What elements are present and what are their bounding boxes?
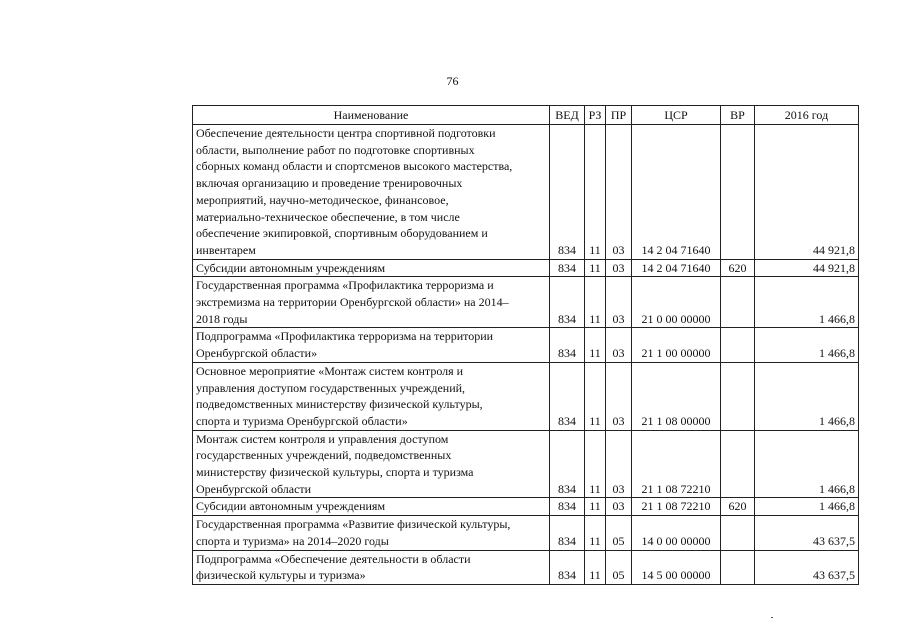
row-name [193, 430, 550, 498]
row-name-line: Основное мероприятие «Монтаж систем контроля и [196, 363, 464, 378]
header-pr: ПР [606, 106, 632, 125]
row-rz: 11 [585, 362, 606, 430]
row-csr: 14 0 00 00000 [632, 516, 721, 550]
row-pr: 05 [606, 516, 632, 550]
row-name [193, 362, 550, 430]
row-ved: 834 [550, 498, 585, 516]
header-year: 2016 год [755, 106, 859, 125]
table-row [193, 328, 859, 362]
row-amount: 1 466,8 [755, 328, 859, 362]
table-header-row [193, 106, 859, 125]
row-pr: 03 [606, 259, 632, 277]
row-vr: 620 [721, 498, 755, 516]
row-amount: 44 921,8 [755, 259, 859, 277]
row-amount: 43 637,5 [755, 516, 859, 550]
row-vr [721, 430, 755, 498]
row-name-line: Обеспечение деятельности центра спортивной подготовки [196, 126, 496, 140]
row-name-line: Субсидии автономным учреждениям [196, 499, 386, 514]
table-row [193, 277, 859, 328]
row-rz: 11 [585, 328, 606, 362]
row-ved: 834 [550, 125, 585, 260]
row-name-line: области, выполнение работ по подготовке спортивных [196, 142, 475, 157]
row-csr: 14 5 00 00000 [632, 550, 721, 584]
row-name-line: 2018 годы [196, 311, 248, 326]
row-vr [721, 125, 755, 260]
row-csr: 21 1 08 00000 [632, 362, 721, 430]
row-csr: 21 1 00 00000 [632, 328, 721, 362]
scan-mark [771, 617, 773, 618]
row-name [193, 498, 550, 516]
row-pr: 03 [606, 328, 632, 362]
row-amount: 43 637,5 [755, 550, 859, 584]
row-pr: 03 [606, 430, 632, 498]
table-row [193, 259, 859, 277]
row-name [193, 259, 550, 277]
header-ved: ВЕД [550, 106, 585, 125]
row-name [193, 125, 550, 260]
row-name [193, 328, 550, 362]
row-name-line: Субсидии автономным учреждениям [196, 260, 386, 275]
row-ved: 834 [550, 277, 585, 328]
row-vr [721, 362, 755, 430]
row-name-line: Государственная программа «Развитие физической культуры, [196, 517, 511, 532]
row-rz: 11 [585, 430, 606, 498]
row-pr: 03 [606, 498, 632, 516]
row-name-line: спорта и туризма Оренбургской области» [196, 413, 408, 428]
header-rz: РЗ [585, 106, 606, 125]
row-amount: 1 466,8 [755, 498, 859, 516]
row-rz: 11 [585, 125, 606, 260]
header-name: Наименование [193, 106, 550, 125]
table-row [193, 430, 859, 498]
row-name-line: государственных учреждений, подведомственных [196, 448, 452, 463]
row-ved: 834 [550, 516, 585, 550]
row-csr: 14 2 04 71640 [632, 125, 721, 260]
row-name-line: обеспечение экипировкой, спортивным оборудованием и [196, 226, 488, 241]
row-pr: 03 [606, 125, 632, 260]
row-name-line: инвентарем [196, 242, 256, 257]
row-rz: 11 [585, 277, 606, 328]
row-ved: 834 [550, 259, 585, 277]
table-row [193, 550, 859, 584]
row-name-line: экстремизма на территории Оренбургской области» на 2014– [196, 295, 509, 310]
row-rz: 11 [585, 498, 606, 516]
row-name-line: Государственная программа «Профилактика терроризма и [196, 278, 494, 293]
row-vr [721, 550, 755, 584]
row-name-line: подведомственных министерству физической культуры, [196, 397, 483, 412]
row-csr: 14 2 04 71640 [632, 259, 721, 277]
row-csr: 21 1 08 72210 [632, 430, 721, 498]
row-ved: 834 [550, 362, 585, 430]
row-pr: 03 [606, 277, 632, 328]
header-csr: ЦСР [632, 106, 721, 125]
row-name-line: спорта и туризма» на 2014–2020 годы [196, 533, 389, 548]
row-vr: 620 [721, 259, 755, 277]
table-row [193, 516, 859, 550]
budget-table [192, 105, 859, 585]
row-vr [721, 328, 755, 362]
row-csr: 21 0 00 00000 [632, 277, 721, 328]
row-name [193, 516, 550, 550]
row-name-line: включая организацию и проведение тренировочных [196, 176, 463, 191]
row-name-line: мероприятий, научно-методическое, финансовое, [196, 192, 449, 207]
table-row [193, 362, 859, 430]
row-ved: 834 [550, 430, 585, 498]
row-csr: 21 1 08 72210 [632, 498, 721, 516]
row-rz: 11 [585, 516, 606, 550]
row-name-line: Оренбургской области» [196, 346, 318, 361]
page-number: 76 [446, 74, 459, 88]
row-pr: 05 [606, 550, 632, 584]
row-pr: 03 [606, 362, 632, 430]
row-name-line: Подпрограмма «Профилактика терроризма на территории [196, 329, 494, 344]
header-vr: ВР [721, 106, 755, 125]
row-ved: 834 [550, 328, 585, 362]
row-amount: 1 466,8 [755, 277, 859, 328]
row-ved: 834 [550, 550, 585, 584]
row-vr [721, 516, 755, 550]
row-rz: 11 [585, 550, 606, 584]
row-amount: 1 466,8 [755, 362, 859, 430]
row-name-line: материально-техническое обеспечение, в том числе [196, 209, 460, 224]
row-vr [721, 277, 755, 328]
row-amount: 44 921,8 [755, 125, 859, 260]
table-row [193, 125, 859, 260]
row-name-line: Оренбургской области [196, 481, 312, 496]
row-name-line: физической культуры и туризма» [196, 568, 366, 583]
row-name [193, 550, 550, 584]
row-name-line: управления доступом государственных учреждений, [196, 380, 466, 395]
row-name [193, 277, 550, 328]
row-name-line: Монтаж систем контроля и управления доступом [196, 431, 449, 446]
row-name-line: Подпрограмма «Обеспечение деятельности в области [196, 551, 471, 566]
row-name-line: сборных команд области и спортсменов высокого мастерства, [196, 159, 513, 174]
row-rz: 11 [585, 259, 606, 277]
row-amount: 1 466,8 [755, 430, 859, 498]
row-name-line: министерству физической культуры, спорта и туризма [196, 465, 474, 480]
table-row [193, 498, 859, 516]
